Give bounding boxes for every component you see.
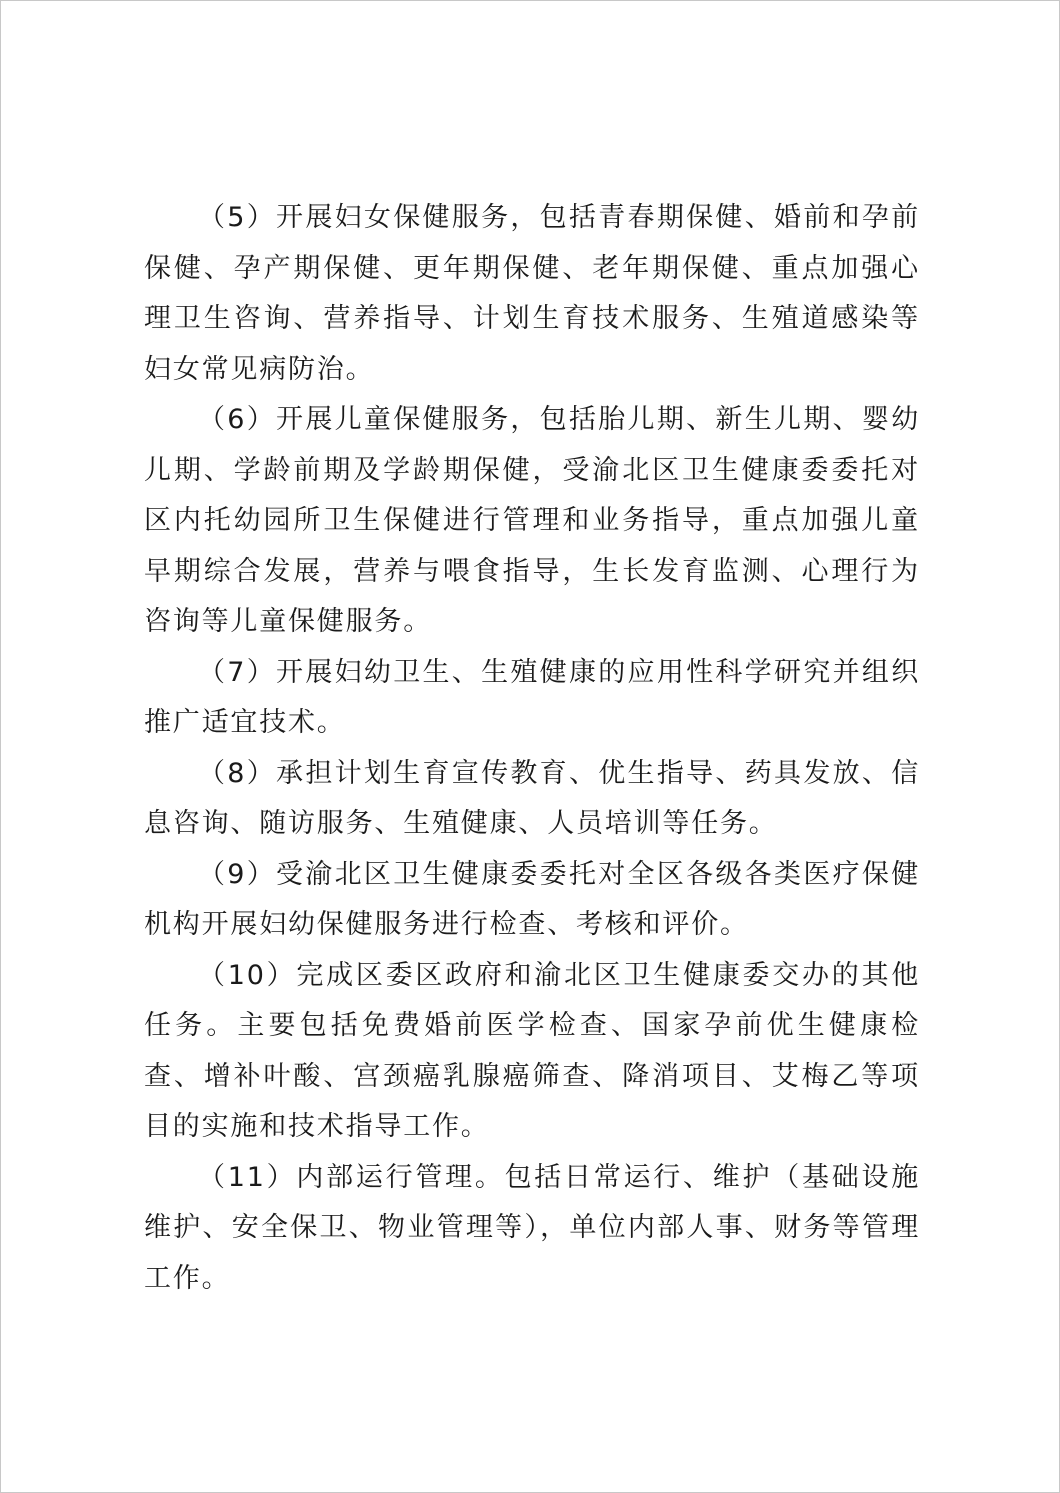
paragraph-item-8: （8）承担计划生育宣传教育、优生指导、药具发放、信息咨询、随访服务、生殖健康、人员培训等任务。 xyxy=(144,757,920,839)
paragraph-item-10: （10）完成区委区政府和渝北区卫生健康委交办的其他任务。主要包括免费婚前医学检查、国家孕前优生健康检查、增补叶酸、宫颈癌乳腺癌筛查、降消项目、艾梅乙等项目的实施和技术指导工作。 xyxy=(144,959,920,1142)
paragraph-item-7: （7）开展妇幼卫生、生殖健康的应用性科学研究并组织推广适宜技术。 xyxy=(144,656,920,738)
paragraph-item-9: （9）受渝北区卫生健康委委托对全区各级各类医疗保健机构开展妇幼保健服务进行检查、考核和评价。 xyxy=(144,858,920,940)
paragraph-item-5: （5）开展妇女保健服务，包括青春期保健、婚前和孕前保健、孕产期保健、更年期保健、老年期保健、重点加强心理卫生咨询、营养指导、计划生育技术服务、生殖道感染等妇女常见病防治。 xyxy=(144,202,920,385)
paragraph-item-11: （11）内部运行管理。包括日常运行、维护（基础设施维护、安全保卫、物业管理等），单位内部人事、财务等管理工作。 xyxy=(144,1161,920,1294)
document-body xyxy=(144,193,920,1304)
paragraph-item-6: （6）开展儿童保健服务，包括胎儿期、新生儿期、婴幼儿期、学龄前期及学龄期保健，受渝北区卫生健康委委托对区内托幼园所卫生保健进行管理和业务指导，重点加强儿童早期综合发展，营养与喂食指导，生长发育监测、心理行为咨询等儿童保健服务。 xyxy=(144,404,920,637)
